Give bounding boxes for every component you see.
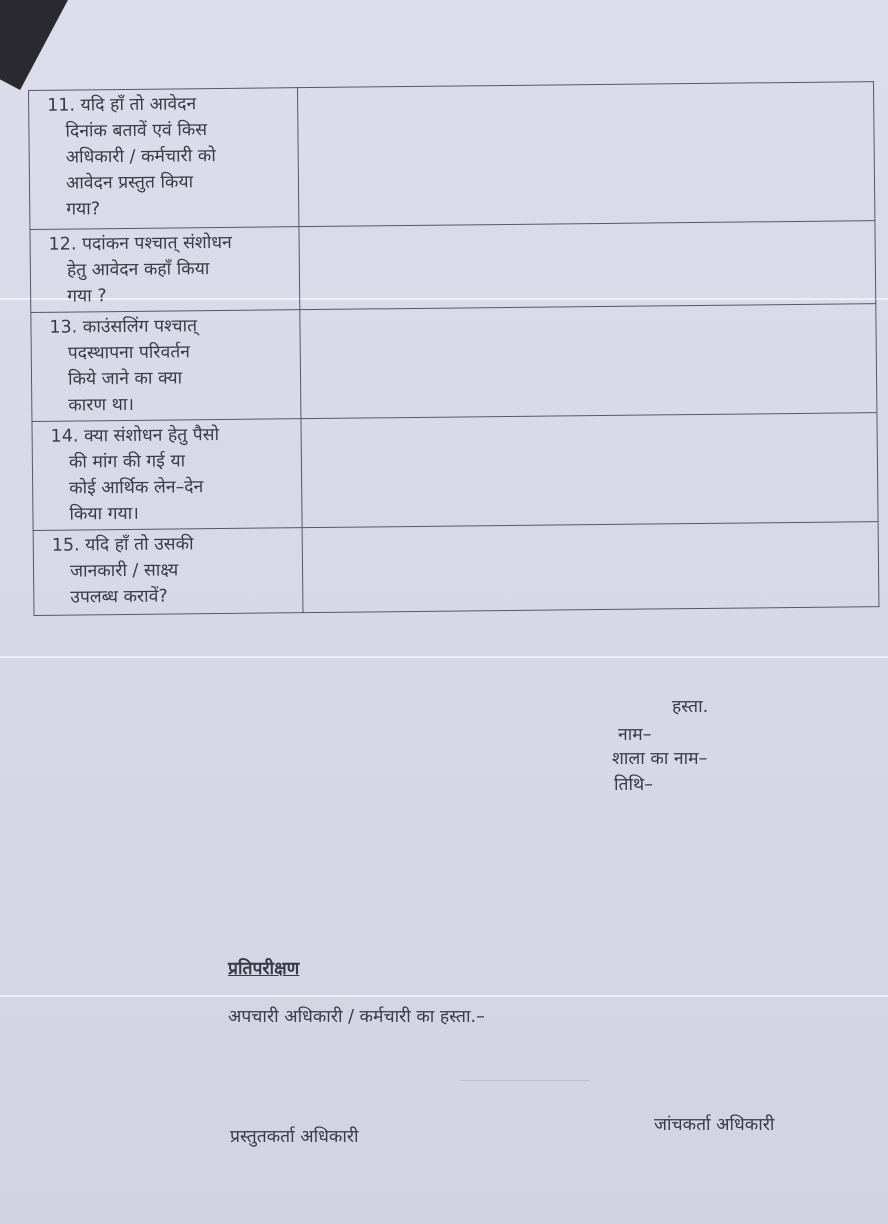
inquiry-officer-label: जांचकर्ता अधिकारी <box>654 1115 775 1135</box>
answer-cell[interactable] <box>299 221 876 310</box>
signature-label: हस्ता. <box>672 697 709 717</box>
answer-cell[interactable] <box>300 304 877 419</box>
question-cell <box>30 227 300 313</box>
paper-fold <box>0 995 888 997</box>
answer-cell[interactable] <box>302 522 879 613</box>
presenting-officer-label: प्रस्तुतकर्ता अधिकारी <box>230 1127 359 1147</box>
question-text: 13. काउंसलिंग पश्चात् पदस्थापना परिवर्तन किये जाने का क्या कारण था। <box>49 316 198 416</box>
table-row <box>32 413 878 531</box>
cross-examination-heading: प्रतिपरीक्षण <box>228 959 300 979</box>
paper-fold <box>0 656 888 658</box>
question-cell <box>29 88 299 230</box>
name-label: नाम– <box>618 725 652 745</box>
questionnaire-table <box>28 81 879 616</box>
question-cell <box>33 528 303 616</box>
table-row <box>33 522 879 616</box>
answer-cell[interactable] <box>301 413 878 528</box>
table-row <box>30 221 876 313</box>
table-row <box>29 82 875 230</box>
divider <box>460 1080 590 1081</box>
question-text: 14. क्या संशोधन हेतु पैसो की मांग की गई या कोई आर्थिक लेन–देन किया गया। <box>50 425 220 525</box>
question-cell <box>31 310 301 422</box>
date-label: तिथि– <box>614 775 653 795</box>
question-text: 11. यदि हाँ तो आवेदन दिनांक बतावें एवं किस अधिकारी / कर्मचारी को आवेदन प्रस्तुत किया गया? <box>47 94 216 220</box>
answer-cell[interactable] <box>297 82 874 227</box>
delinquent-signature-label: अपचारी अधिकारी / कर्मचारी का हस्ता.– <box>228 1007 485 1027</box>
question-cell <box>32 419 302 531</box>
table-row <box>31 304 877 422</box>
question-text: 15. यदि हाँ तो उसकी जानकारी / साक्ष्य उपलब्ध करावें? <box>51 534 194 608</box>
question-text: 12. पदांकन पश्चात् संशोधन हेतु आवेदन कहाँ किया गया ? <box>48 232 232 307</box>
school-name-label: शाला का नाम– <box>612 749 708 769</box>
dark-corner <box>0 0 72 90</box>
